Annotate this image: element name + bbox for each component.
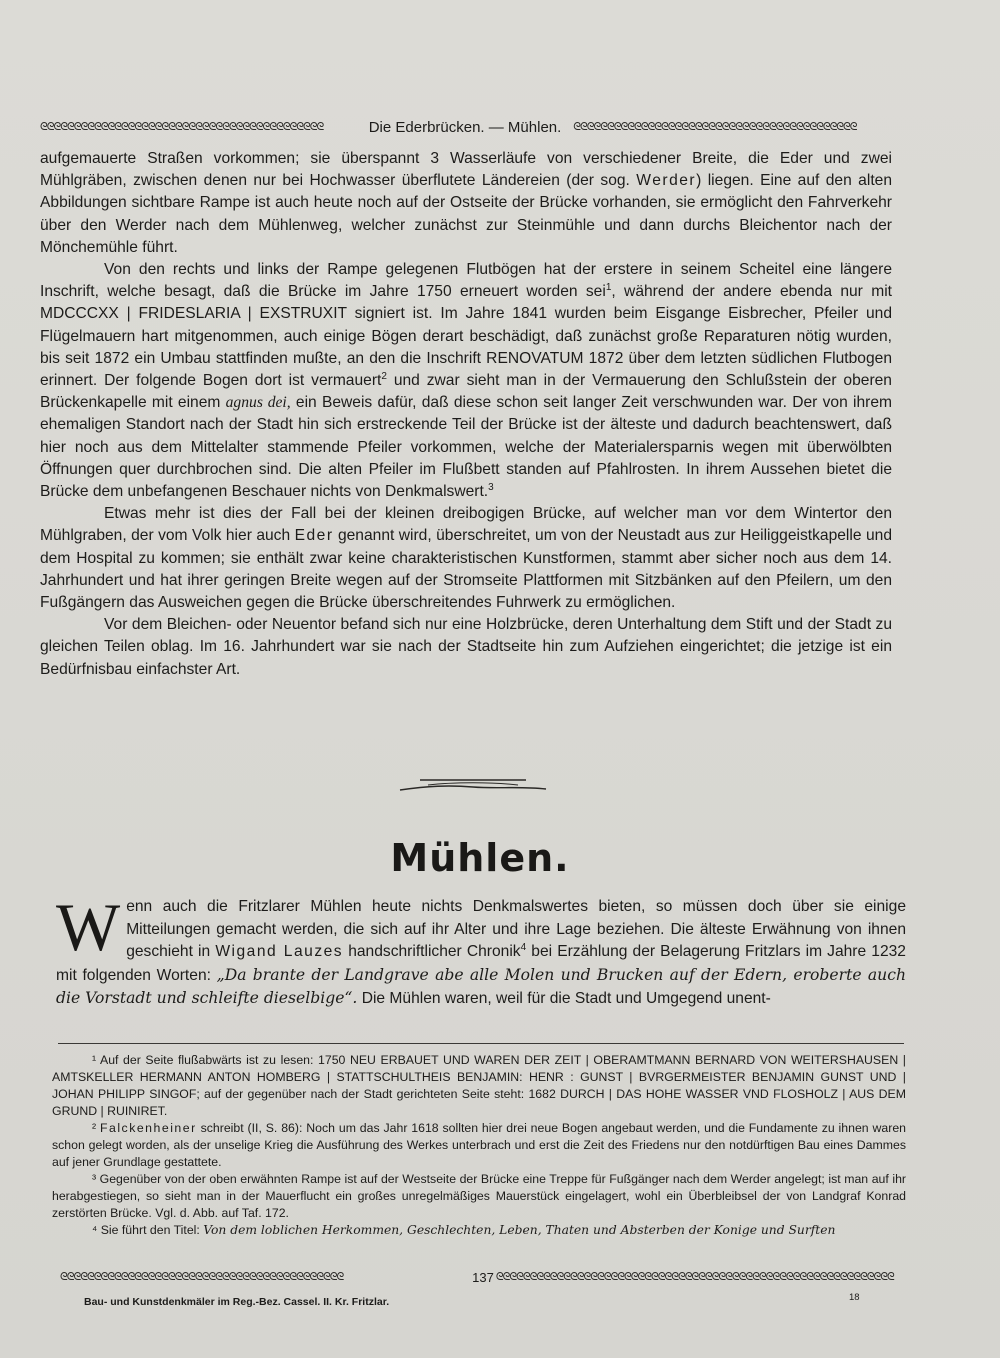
footer-ornament-right: ᘓᘓᘓᘓᘓᘓᘓᘓᘓᘓᘓᘓᘓᘓᘓᘓᘓᘓᘓᘓᘓᘓᘓᘓᘓᘓᘓᘓᘓᘓᘓᘓᘓᘓᘓᘓᘓᘓᘓᘓᘓᘓᘓᘓᘓᘓᘓᘓᘓᘓᘓᘓᘓᘓᘓᘓᘓᘓᘓ (495, 1272, 894, 1282)
main-text (40, 148, 892, 681)
footnote-4: ⁴ Sie führt den Titel: Von dem loblichen Herkommen, Geschlechten, Leben, Thaten und Absterben der Konige und Surften (92, 1223, 836, 1237)
footnote-2: ² Falckenheiner schreibt (II, S. 86): Noch um das Jahr 1618 sollten hier drei neue Bogen angebaut werden, und die Fundamente zu ihnen waren schon gelegt worden, als der unselige Krieg die Ausführung des Werkes unterbrach und erst die Zeit des Friedens nur den notdürftigen Bau eines Dammes auf jener Grundlage gestattete. (52, 1121, 906, 1169)
running-header (40, 116, 890, 138)
section-intro: Wenn auch die Fritzlarer Mühlen heute nichts Denkmalswertes bieten, so müssen doch über sie einige Mitteilungen gemacht werden, die sich auf ihr Alter und ihre Lage beziehen. Die älteste Erwähnung von ihnen geschieht in Wigand Lauzes handschriftlicher Chronik$^4$ bei Erzählung der Belagerung Fritzlars im Jahre 1232 mit folgenden Worten: „Da brante der Landgrave abe alle Molen und Brucken auf der Edern, eroberte auch die Vorstadt und schleifte dieselbige“. Die Mühlen waren, weil für die Stadt und Umgegend unent- (56, 889, 906, 1008)
section-title: Mühlen. (390, 836, 570, 880)
footnote-ref: 3 (488, 481, 494, 493)
paragraph: Von den rechts und links der Rampe gelegenen Flutbögen hat der erstere in seinem Scheitel eine längere Inschrift, welche besagt, daß die Brücke im Jahre 1750 erneuert worden sei$^1$, während der andere ebenda nur mit MDCCCXX | FRIDESLARIA | EXSTRUXIT signiert ist. Im Jahre 1841 wurden beim Eisgange Eisbrecher, Pfeiler und Flügelmauern hart mitgenommen, auch einige Bögen derart beschädigt, daß zunächst große Reparaturen nötig wurden, bis seit 1872 ein Umbau stattfinden mußte, an den die Inschrift RENOVATUM 1872 über dem letzten südlichen Flutbogen erinnert. Der folgende Bogen dort ist vermauert$^2$ und zwar sieht man in der Vermauerung den Schlußstein der oberen Brückenkapelle mit einem agnus dei, ein Beweis dafür, daß diese schon seit langer Zeit verschwunden war. Der von ihrem ehemaligen Standort nach der Stadt hin sich erstreckende Teil der Brücke ist der älteste und dadurch beachtenswert, daß hier noch aus dem Mittelalter stammende Pfeiler vorkommen, welche der Materialersparnis wegen mit überwölbten Öffnungen quer durchbrochen sind. Die alten Pfeiler im Flußbett standen auf Pfahlrosten. In ihrem Aussehen bietet die Brücke dem unbefangenen Beschauer nichts von Denkmalswert.$^3$ (40, 261, 892, 501)
printer-line: Bau- und Kunstdenkmäler im Reg.-Bez. Cassel. II. Kr. Fritzlar. (84, 1296, 390, 1308)
footnote-ref: 2 (381, 370, 387, 382)
sheet-number: 18 (849, 1292, 860, 1303)
page-number: 137 (472, 1269, 494, 1285)
fraktur-quote: „Da brante der Landgrave abe alle Molen und Brucken auf der Edern, eroberte auch die Vorstadt und schleifte dieselbige“. (56, 965, 906, 1008)
footer-ornament-left: ᘓᘓᘓᘓᘓᘓᘓᘓᘓᘓᘓᘓᘓᘓᘓᘓᘓᘓᘓᘓᘓᘓᘓᘓᘓᘓᘓᘓᘓᘓᘓᘓᘓᘓᘓᘓᘓᘓᘓᘓᘓᘓ (60, 1272, 344, 1282)
footnote-ref: 1 (605, 282, 612, 294)
header-title: Die Ederbrücken. — Mühlen. (368, 118, 562, 136)
header-ornament-left: ᘓᘓᘓᘓᘓᘓᘓᘓᘓᘓᘓᘓᘓᘓᘓᘓᘓᘓᘓᘓᘓᘓᘓᘓᘓᘓᘓᘓᘓᘓᘓᘓᘓᘓᘓᘓᘓᘓᘓᘓᘓᘓ (40, 122, 324, 132)
footnote-ref: 4 (520, 942, 527, 953)
footnotes (52, 1052, 906, 1239)
footnote-3: ³ Gegenüber von der oben erwähnten Rampe ist auf der Westseite der Brücke eine Treppe für Fußgänger nach dem Werder angelegt; ist man auf ihr herabgestiegen, so sieht man in der Mauerflucht ein großes unregelmäßiges Mauerstück eingelagert, wohl ein Überbleibsel der von Landgraf Konrad zerstörten Brücke. Vgl. d. Abb. auf Taf. 172. (52, 1172, 906, 1220)
section-divider (398, 776, 548, 794)
footer-ornament-band (60, 1270, 906, 1284)
drop-cap: W (56, 889, 121, 965)
paragraph: Etwas mehr ist dies der Fall bei der kleinen dreibogigen Brücke, auf welcher man vor dem Wintertor den Mühlgraben, der vom Volk hier auch Eder genannt wird, überschreitet, um von der Neustadt aus zur Heiliggeistkapelle und dem Hospital zu kommen; sie enthält zwar keine charakteristischen Kunstformen, stammt aber sicher noch aus dem 14. Jahrhundert und hat ihrer geringen Breite wegen auf der Stromseite Plattformen mit Sitzbänken auf den Pfeilern, um den Fußgängern das Ausweichen gegen die Brücke überschreitendes Fuhrwerk zu ermöglichen. (40, 505, 892, 612)
footnote-1: ¹ Auf der Seite flußabwärts ist zu lesen: 1750 NEU ERBAUET UND WAREN DER ZEIT | OBERAMTMANN BERNARD VON WEITERSHAUSEN | AMTSKELLER HERMANN ANTON HOMBERG | STATTSCHULTHEIS BENJAMIN: HENR : GUNST | BVRGERMEISTER BENJAMIN GUNST UND | JOHAN PHILIPP SINGOF; auf der gegenüber nach der Stadt gerichteten Seite steht: 1682 DURCH | DAS HOHE WASSER VND FLOSHOLZ | AUS DEM GRUND | RUINIRET. (52, 1053, 906, 1118)
paragraph: Vor dem Bleichen- oder Neuentor befand sich nur eine Holzbrücke, deren Unterhaltung dem Stift und der Stadt zu gleichen Teilen oblag. Im 16. Jahrhundert war sie nach der Stadtseite hin zum Aufziehen eingerichtet; die jetzige ist ein Bedürfnisbau einfachster Art. (40, 616, 892, 678)
footnote-rule (58, 1043, 904, 1044)
header-ornament-right: ᘓᘓᘓᘓᘓᘓᘓᘓᘓᘓᘓᘓᘓᘓᘓᘓᘓᘓᘓᘓᘓᘓᘓᘓᘓᘓᘓᘓᘓᘓᘓᘓᘓᘓᘓᘓᘓᘓᘓᘓᘓᘓ (573, 122, 857, 132)
paragraph: aufgemauerte Straßen vorkommen; sie überspannt 3 Wasserläufe von verschiedener Breite, die Eder und zwei Mühlgräben, zwischen denen nur bei Hochwasser überflutete Ländereien (der sog. Werder) liegen. Eine auf den alten Abbildungen sichtbare Rampe ist auch heute noch auf der Ostseite der Brücke vorhanden, sie ermöglicht den Fahrverkehr über den Werder nach dem Mühlenweg, welcher zunächst zur Steinmühle und dann durchs Bleichentor nach der Mönchemühle führt. (40, 150, 892, 256)
